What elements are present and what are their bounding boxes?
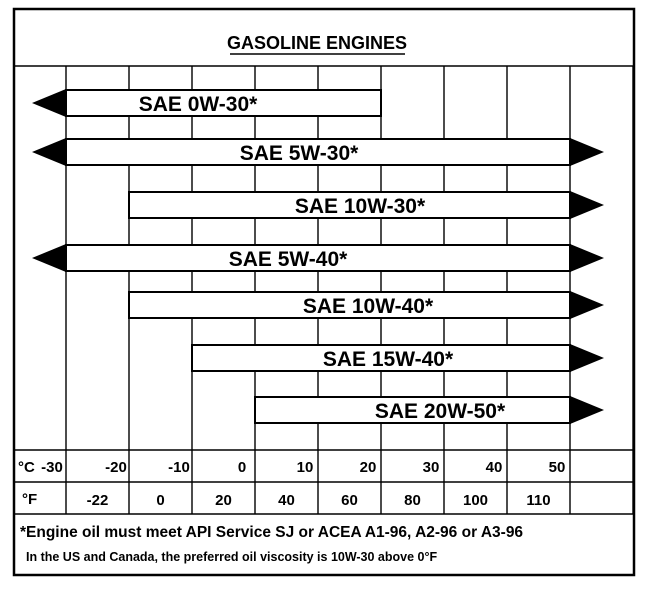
grid-lines bbox=[14, 66, 634, 514]
celsius-tick: 0 bbox=[237, 459, 247, 476]
arrow-right-icon bbox=[570, 244, 604, 272]
arrow-left-icon bbox=[32, 89, 66, 117]
chart-title: GASOLINE ENGINES bbox=[226, 33, 408, 53]
bar-label: SAE 15W-40* bbox=[322, 348, 454, 371]
celsius-tick: -20 bbox=[105, 459, 127, 476]
arrow-right-icon bbox=[570, 344, 604, 372]
arrow-left-icon bbox=[32, 244, 66, 272]
fahrenheit-tick: 20 bbox=[215, 492, 232, 509]
bar-label: SAE 10W-30* bbox=[294, 195, 426, 218]
bar-sae-20w-50 bbox=[255, 396, 604, 424]
bar-label: SAE 20W-50* bbox=[374, 400, 506, 423]
arrow-right-icon bbox=[570, 396, 604, 424]
bar-sae-15w-40 bbox=[192, 344, 604, 372]
bar-label: SAE 10W-40* bbox=[302, 295, 434, 318]
celsius-tick: 50 bbox=[548, 459, 566, 476]
footnote-line-1: *Engine oil must meet API Service SJ or ACEA A1-96, A2-96 or A3-96 bbox=[20, 524, 524, 541]
bar-sae-10w-40 bbox=[129, 291, 604, 319]
arrow-right-icon bbox=[570, 138, 604, 166]
celsius-unit-label: °C bbox=[18, 459, 35, 476]
fahrenheit-tick: -22 bbox=[86, 492, 109, 509]
bar-sae-5w-40 bbox=[32, 244, 604, 272]
footnote-line-2: In the US and Canada, the preferred oil viscosity is 10W-30 above 0°F bbox=[26, 550, 438, 564]
fahrenheit-tick: 110 bbox=[526, 492, 551, 509]
bar-sae-0w-30 bbox=[32, 89, 381, 117]
arrow-right-icon bbox=[570, 291, 604, 319]
tick-labels bbox=[41, 459, 565, 509]
celsius-tick: -30 bbox=[41, 459, 63, 476]
fahrenheit-tick: 0 bbox=[156, 492, 165, 509]
celsius-tick: 20 bbox=[359, 459, 377, 476]
arrow-right-icon bbox=[570, 191, 604, 219]
fahrenheit-tick: 80 bbox=[404, 492, 421, 509]
celsius-tick: 30 bbox=[422, 459, 440, 476]
bar-label: SAE 5W-40* bbox=[228, 248, 348, 271]
celsius-tick: 40 bbox=[485, 459, 503, 476]
bar-sae-10w-30 bbox=[129, 191, 604, 219]
fahrenheit-tick: 40 bbox=[278, 492, 295, 509]
fahrenheit-tick: 60 bbox=[341, 492, 358, 509]
arrow-left-icon bbox=[32, 138, 66, 166]
celsius-tick: 10 bbox=[296, 459, 314, 476]
celsius-tick: -10 bbox=[168, 459, 190, 476]
fahrenheit-tick: 100 bbox=[462, 492, 489, 509]
bar-label: SAE 0W-30* bbox=[138, 93, 258, 116]
bar-label: SAE 5W-30* bbox=[239, 142, 359, 165]
bar-sae-5w-30 bbox=[32, 138, 604, 166]
fahrenheit-unit-label: °F bbox=[22, 491, 38, 508]
